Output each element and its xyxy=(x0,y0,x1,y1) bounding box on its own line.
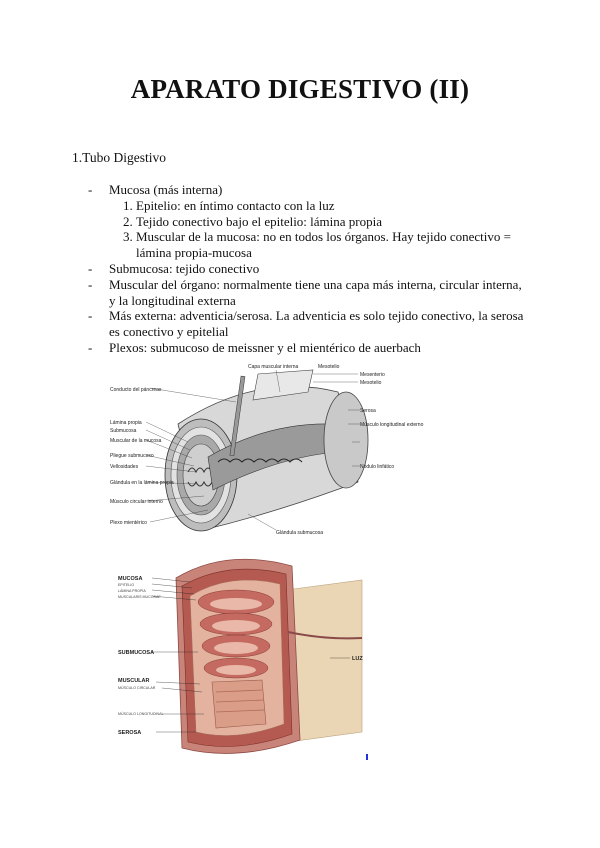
fig1-label: Músculo longitudinal externo xyxy=(360,422,424,428)
sub-text: Tejido conectivo bajo el epitelio: lámina propia xyxy=(136,213,383,229)
dash-bullet: - xyxy=(88,276,93,292)
fig1-label: Mesotelio xyxy=(318,364,340,370)
fig2-label: MÚSCULO CIRCULAR xyxy=(118,686,156,690)
fig2-label: SUBMUCOSA xyxy=(118,650,155,656)
dash-bullet: - xyxy=(88,182,93,197)
fig2-label: MUCOSA xyxy=(118,576,143,582)
fig1-label: Muscular de la mucosa xyxy=(110,438,162,444)
fig1-label: Glándula submucosa xyxy=(276,530,323,536)
item-text: Muscular del órgano: normalmente tiene una capa más interna, circular interna, y la longitudinal externa xyxy=(109,276,522,308)
sub-number: 1. xyxy=(123,197,133,213)
fig2-label: SEROSA xyxy=(118,730,142,736)
item-text: Submucosa: tejido conectivo xyxy=(109,260,260,276)
text-cursor xyxy=(366,754,368,760)
fig2-label: EPITELIO xyxy=(118,583,135,587)
fig1-label: Plexo mientérico xyxy=(110,520,147,526)
sub-text: Muscular de la mucosa: no en todos los órganos. Hay tejido conectivo = lámina propia-mucosa xyxy=(136,229,511,261)
fig2-label: MUSCULARIS MUCOSAE xyxy=(118,595,161,599)
list-item xyxy=(88,277,528,309)
sub-item xyxy=(88,198,528,214)
fig1-label: Glándula en la lámina propia xyxy=(110,480,174,486)
fig1-label: Lámina propia xyxy=(110,420,142,426)
section-heading: 1.Tubo Digestivo xyxy=(72,150,167,165)
fig1-label: Mesotelio xyxy=(360,380,382,386)
list-item xyxy=(88,308,528,340)
dash-bullet: - xyxy=(88,339,93,355)
fig1-label: Vellosidades xyxy=(110,464,139,470)
list-item xyxy=(88,182,528,198)
sub-number: 2. xyxy=(123,213,133,229)
tube-cross-section-illustration xyxy=(108,362,424,540)
list-item xyxy=(88,261,528,277)
sub-item xyxy=(88,229,528,261)
dash-bullet: - xyxy=(88,308,93,324)
sub-text: Epitelio: en íntimo contacto con la luz xyxy=(136,197,335,213)
fig1-label: Capa muscular interna xyxy=(248,364,299,370)
sub-number: 3. xyxy=(123,229,133,245)
fig1-label: Nódulo linfático xyxy=(360,464,395,470)
fig1-label: Pliegue submucoso xyxy=(110,453,154,459)
item-text: Plexos: submucoso de meissner y el mientérico de auerbach xyxy=(109,339,421,355)
page-title: APARATO DIGESTIVO (II) xyxy=(130,74,470,104)
fig1-label: Conducto del páncreas xyxy=(110,387,162,393)
fig1-label: Submucosa xyxy=(110,428,137,434)
list-item xyxy=(88,340,528,356)
dash-bullet: - xyxy=(88,260,93,276)
item-text: Más externa: adventicia/serosa. La adventicia es solo tejido conectivo, la serosa es conectivo y epitelial xyxy=(109,308,524,340)
intestine-wall-illustration xyxy=(116,552,392,762)
sub-item xyxy=(88,214,528,230)
fig1-label: Mesenterio xyxy=(360,372,385,378)
fig1-label: Serosa xyxy=(360,408,376,414)
fig2-label: LÁMINA PROPIA xyxy=(118,589,146,593)
fig2-label: MÚSCULO LONGITUDINAL xyxy=(118,712,164,716)
fig1-label: Músculo circular interno xyxy=(110,499,163,505)
fig2-label: MUSCULAR xyxy=(118,678,150,684)
fig2-label: LUZ xyxy=(352,656,363,662)
content-list xyxy=(88,182,528,356)
item-text: Mucosa (más interna) xyxy=(109,182,223,197)
